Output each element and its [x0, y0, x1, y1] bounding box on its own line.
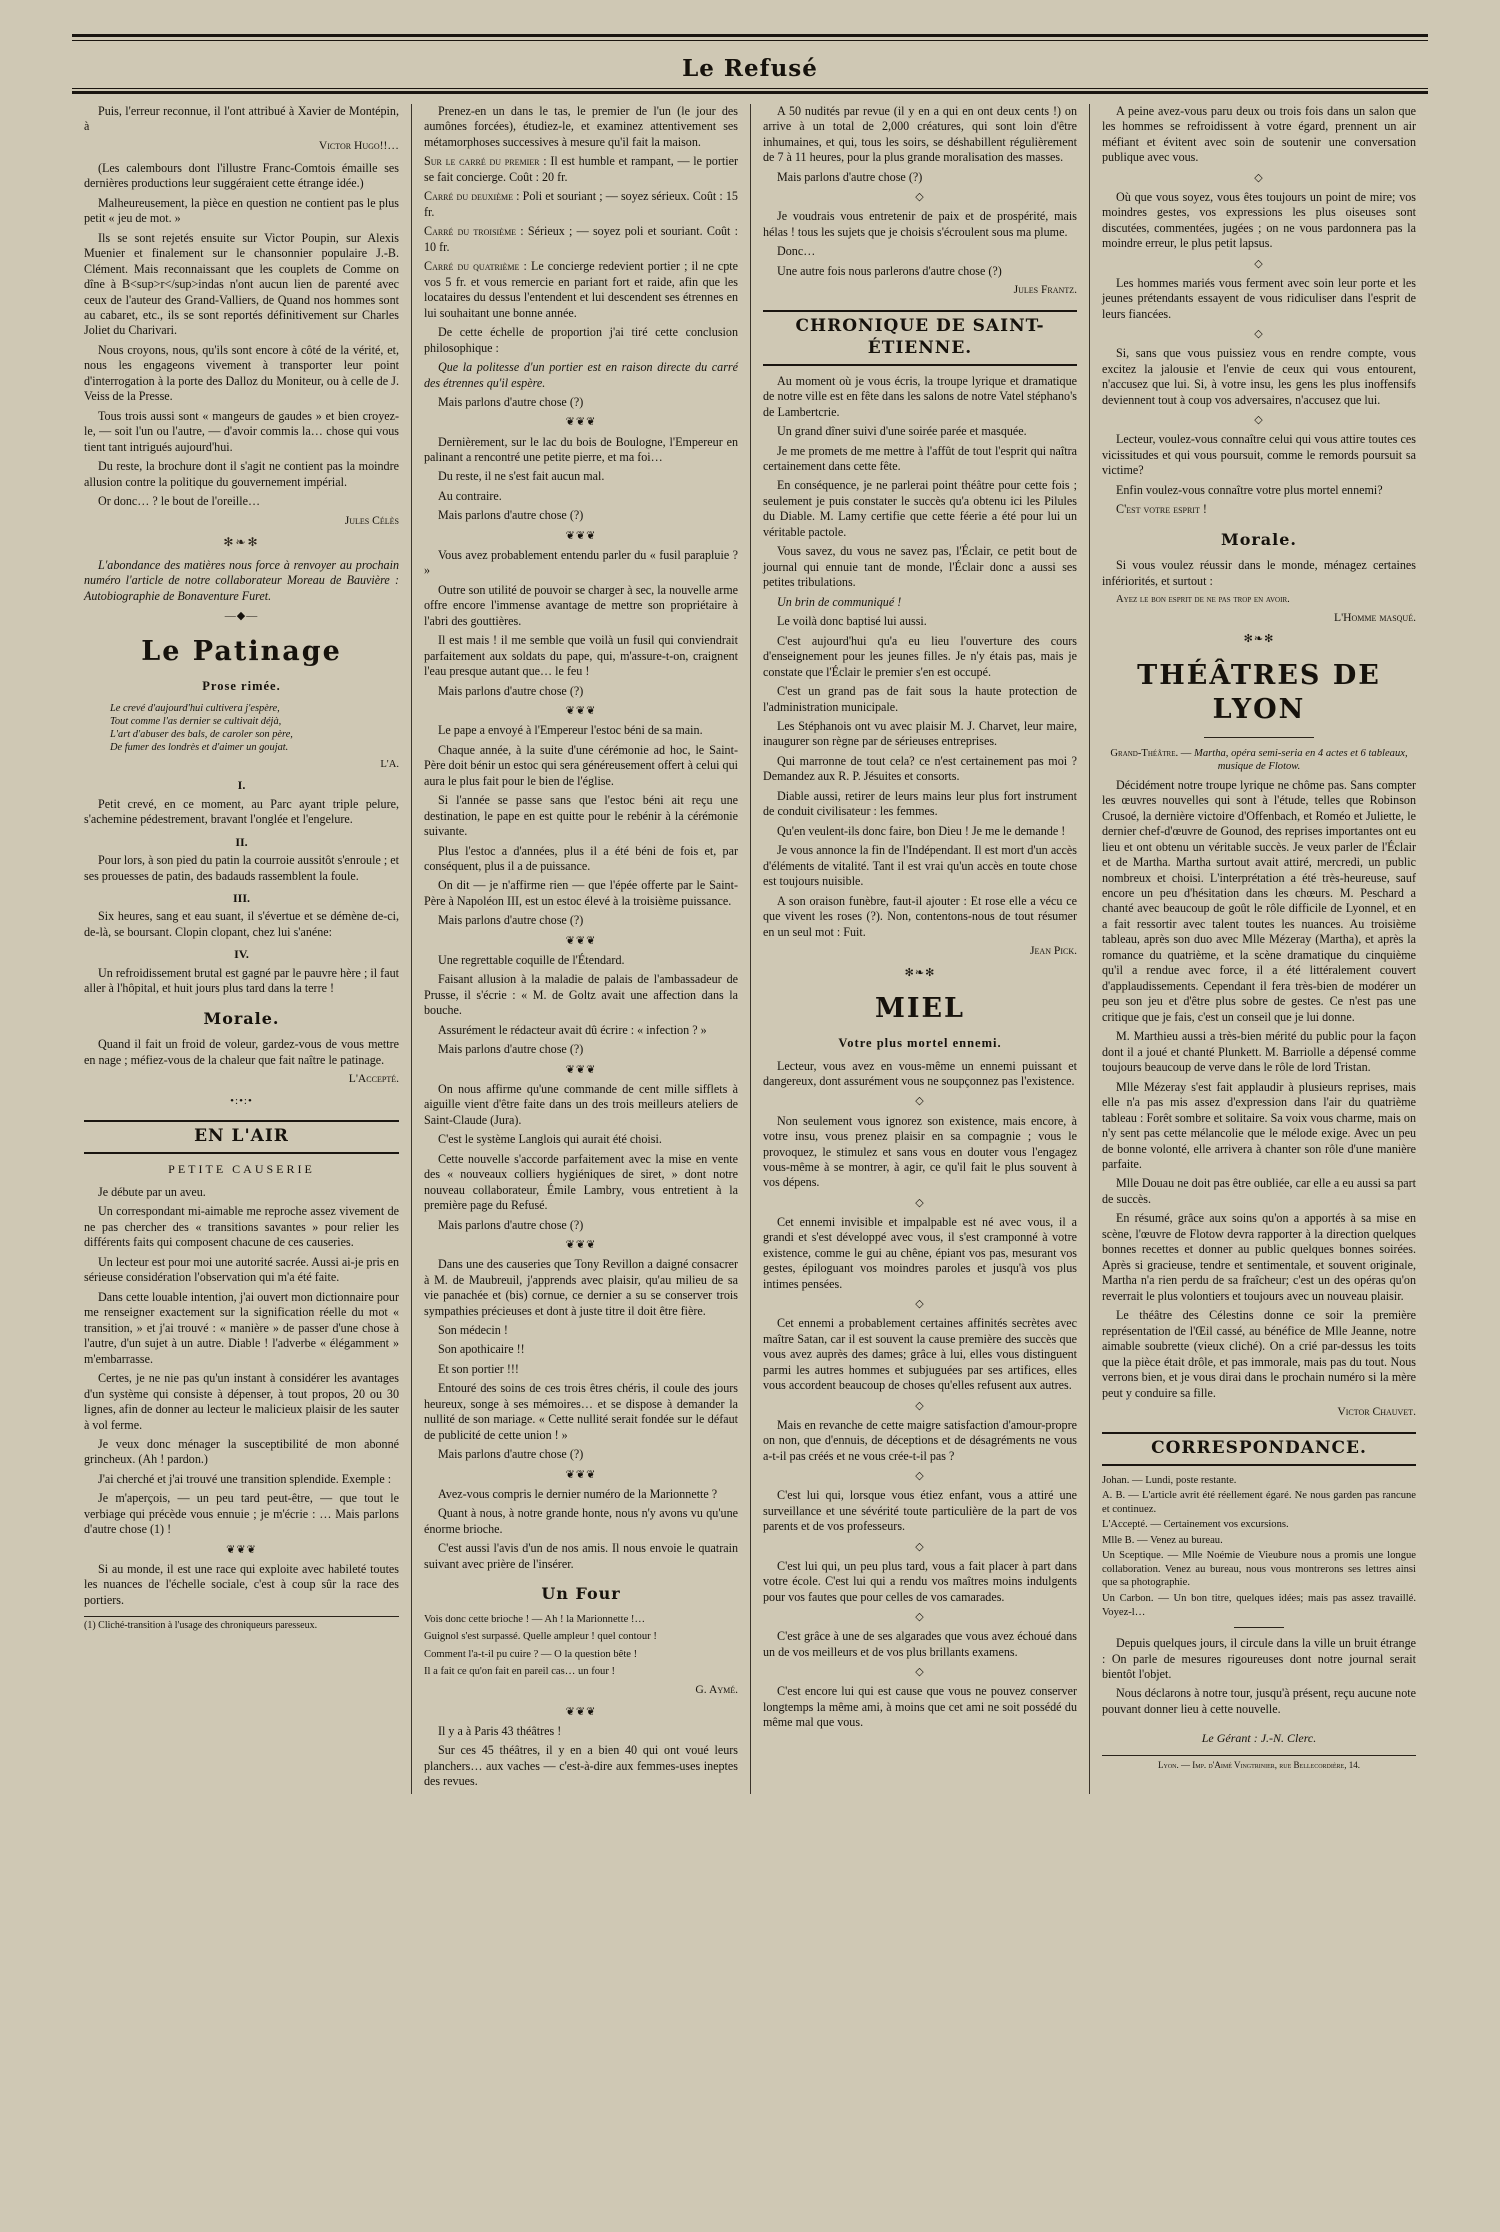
ornament-divider: ◇: [915, 1470, 925, 1483]
ornament-divider: ❦❦❦: [565, 705, 597, 718]
ornament-divider: ◇: [915, 1540, 925, 1553]
paragraph: Mais parlons d'autre chose (?): [438, 1042, 584, 1057]
paragraph: Dernièrement, sur le lac du bois de Boulogne, l'Empereur en palinant a rencontré une petite pierre, et ma foi…: [424, 434, 738, 464]
paragraph: Un refroidissement brutal est gagné par le pauvre hère ; il faut aller à l'hôpital, et huit jours plus tard dans la terre !: [84, 965, 399, 996]
paragraph: Je me promets de me mettre à l'affût de tout l'esprit qui naîtra certainement dans cette fête.: [763, 443, 1077, 473]
paragraph: Dans cette louable intention, j'ai ouvert mon dictionnaire pour me renseigner exactement sur la signification réelle du mot « transition, » et j'ai trouvé : « manière » de passer d'une chose à l'autre, d'un sujet à un autre. Diable ! l'adverbe « élégamment » m'embarrasse.: [84, 1289, 399, 1366]
ornament-divider: ❦❦❦: [565, 1239, 597, 1252]
paragraph: Je vous annonce la fin de l'Indépendant. Il est mort d'un accès d'éléments de vitalité. Tant il est vrai qu'un accès en toute chose est toujours nuisible.: [763, 843, 1077, 889]
ornament-divider: ◇: [915, 1666, 925, 1679]
ornament-divider: ❦❦❦: [565, 934, 597, 947]
ornament-divider: ◇: [1254, 257, 1264, 270]
top-rule: [72, 34, 1428, 41]
paragraph: Ils se sont rejetés ensuite sur Victor Poupin, sur Alexis Muenier et finalement sur le chansonnier populaire J.-B. Clément. Mais reconnaissant que les couplets de Comme on dîne à B<sup>r</sup>indas n'ont aucun lien de parenté avec ceux de l'auteur des Grand-Valliers, de Quand nos hommes sont au cabaret, etc., ils se sont reportés définitivement sur Charles Joliet du Charivari.: [84, 230, 399, 338]
ornament-divider: ✻❧✻: [904, 966, 936, 979]
correspondence-item: Mlle B. — Venez au bureau.: [1102, 1534, 1223, 1546]
theatre-program: Martha, opéra semi-seria en 4 actes et 6 tableaux, musique de Flotow.: [1194, 747, 1408, 773]
signature: G. Aymé.: [695, 1682, 738, 1696]
paragraph: Vous avez probablement entendu parler du « fusil parapluie ? »: [424, 547, 738, 578]
ornament-divider: ❦❦❦: [565, 1063, 597, 1076]
paragraph: Non seulement vous ignorez son existence, mais encore, à votre insu, vous prenez plaisir en sa compagnie ; vous le provoquez, le stimulez et sans vous en douter vous l'engagez vous-même à se montrer, à agir, ce qu'il fait le plus souvent à vos dépens.: [763, 1113, 1077, 1190]
paragraph: Mlle Mézeray s'est fait applaudir à plusieurs reprises, mais elle n'a pas mis assez d'expression dans l'air du quatrième tableau : Forêt sombre et solitaire. Sa voix vous charme, mais on n'y sent pas cette mélancolie que le mélode exige. Avec un peu de bonne volonté, elle arrivera à chanter son rôle d'une manière parfaite.: [1102, 1079, 1416, 1171]
ornament-divider: •:•:•: [230, 1094, 253, 1107]
paragraph: A son oraison funèbre, faut-il ajouter : Et rose elle a vécu ce que vivent les roses (?). Non, contentons-nous de tout résumer en un seul mot : Fuit.: [763, 893, 1077, 939]
section-subtitle: Votre plus mortel ennemi.: [838, 1035, 1002, 1050]
paragraph: Depuis quelques jours, il circule dans la ville un bruit étrange : On parle de mesures rigoureuses dont notre journal serait bientôt l'objet.: [1102, 1636, 1416, 1681]
ornament-divider: ❦❦❦: [565, 416, 597, 429]
section-title-unfour: Un Four: [541, 1584, 621, 1604]
paragraph: C'est votre esprit !: [1116, 502, 1207, 517]
paragraph: Mais parlons d'autre chose (?): [438, 1447, 584, 1462]
poem-line: Tout comme l'as dernier se cultivait déjà,: [110, 715, 282, 727]
signature: Jules Frantz.: [1013, 283, 1077, 297]
gerant-line: Le Gérant : J.-N. Clerc.: [1201, 1731, 1317, 1746]
editorial-note: L'abondance des matières nous force à renvoyer au prochain numéro l'article de notre collaborateur Moreau de Bauvière : Autobiographie de Bonaventure Furet.: [84, 557, 399, 603]
paragraph: Il est mais ! il me semble que voilà un fusil qui conviendrait parfaitement aux soldats du pape, qui, m'assure-t-on, craignent l'eau presque autant que… le feu !: [424, 633, 738, 679]
paragraph: En conséquence, je ne parlerai point théâtre pour cette fois ; seulement je puis constater le succès qu'a obtenu ici les Pilules du Diable. M. Lamy certifie que cette féerie a été pour lui un véritable pactole.: [763, 478, 1077, 539]
paragraph: Mais parlons d'autre chose (?): [438, 683, 584, 698]
paragraph: Pour lors, à son pied du patin la courroie aussitôt s'enroule ; et ses prouesses de patin, des badauds rassemblent la foule.: [84, 853, 399, 883]
paragraph: C'est aussi l'avis d'un de nos amis. Il nous envoie le quatrain suivant avec prière de l'insérer.: [424, 1541, 738, 1571]
paragraph: Je débute par un aveu.: [98, 1184, 206, 1199]
paper-body: [72, 34, 1428, 1804]
paragraph: A 50 nudités par revue (il y en a qui en ont deux cents !) on arrive à un total de 2,000 créatures, qui sont loin d'être inhumaines, et qui, tous les soirs, se déshabillent régulièrement de 7 à 11 heures, pour la plus grande moralisation des masses.: [763, 104, 1077, 165]
ornament-divider: ❦❦❦: [226, 1543, 257, 1556]
theatre-name: Grand-Théâtre. —: [1110, 747, 1192, 759]
paragraph: Quand il fait un froid de voleur, gardez-vous de vous mettre en nage ; méfiez-vous de la chaleur que fait naître le patinage.: [84, 1037, 399, 1067]
signature: Jules Célès: [344, 513, 399, 527]
paragraph: On dit — je n'affirme rien — que l'épée offerte par le Saint-Père à Napoléon III, est un estoc élevé à la troisième puissance.: [424, 878, 738, 908]
paragraph: Diable aussi, retirer de leurs mains leur plus fort instrument de conduit civilisateur : les femmes.: [763, 788, 1077, 819]
paragraph: Décidément notre troupe lyrique ne chôme pas. Sans compter les œuvres nouvelles qui sont à l'étude, telles que Robinson Crusoé, la dernière victoire d'Offenbach, et Roméo et Juliette, le dernier chef-d'œuvre de Gounod, des reprises importantes ont eu lieu et ont obtenu un véritable succès. Je veux parler de l'Éclair et de Martha. Martha surtout avait attiré, mercredi, un public nombreux et choisi. L'interprétation a été très-heureuse, sauf encore un peu d'hésitation dans les chœurs. M. Peschard a chanté avec beaucoup de goût le rôle difficile de Lyonnel, et en a fait ressortir avec talent toutes les nuances. Au troisième tableau, après son duo avec Mlle Mézeray (Martha), et après la romance du quatrième, et la scène dramatique du cinquième qu'il a rendue avec force, il a été littéralement couvert d'applaudissements. Cependant il fera très-bien de modérer un peu son jeu et d'être plus sobre de gestes. Ce n'est pas une critique que je fais, c'est un conseil que je lui donne.: [1102, 777, 1416, 1024]
paragraph: M. Marthieu aussi a très-bien mérité du public pour la façon dont il a joué et chanté Plunkett. M. Barriolle a dépensé comme toujours beaucoup de verve dans le rôle de lord Tristan.: [1102, 1029, 1416, 1075]
paragraph: Lecteur, vous avez en vous-même un ennemi puissant et dangereux, dont assurément vous ne soupçonnez pas l'existence.: [763, 1058, 1077, 1089]
paragraph: Mlle Douau ne doit pas être oubliée, car elle a eu aussi sa part de succès.: [1102, 1176, 1416, 1206]
stanza-number: III.: [232, 890, 250, 905]
paragraph: Cet ennemi a probablement certaines affinités secrètes avec maître Satan, car il est souvent la cause première des succès que vous avez auprès des dames; grâce à lui, elles vous distinguent parmi les autres hommes et subjuguées par ses artifices, elles vous accordent beaucoup de choses qu'elles refusent aux autres.: [763, 1316, 1077, 1393]
paragraph: Au moment où je vous écris, la troupe lyrique et dramatique de notre ville est en fête dans les salons de notre Vatel stéphano's de Lambertcrie.: [763, 373, 1077, 419]
section-title-chronique: CHRONIQUE DE SAINT-ÉTIENNE.: [763, 310, 1077, 366]
paragraph: C'est un grand pas de fait sous la haute protection de l'administration municipale.: [763, 684, 1077, 714]
correspondence-item: Un Carbon. — Un bon titre, quelques idées; mais pas assez travaillé. Voyez-l…: [1102, 1592, 1416, 1618]
column-grid: [72, 104, 1428, 1794]
poem-line: Le crevé d'aujourd'hui cultivera j'espère,: [110, 702, 280, 714]
footnote: (1) Cliché-transition à l'usage des chroniqueurs paresseux.: [84, 1616, 399, 1632]
ornament-divider: ✻❧✻: [223, 535, 260, 550]
paragraph: Son apothicaire !!: [438, 1342, 525, 1357]
paragraph: C'est le système Langlois qui aurait été choisi.: [438, 1132, 662, 1147]
ornament-divider: ❦❦❦: [565, 1705, 597, 1718]
paragraph: Son médecin !: [438, 1323, 508, 1337]
paragraph: Donc…: [777, 244, 816, 259]
poem-line: Vois donc cette brioche ! — Ah ! la Marionnette !…: [424, 1613, 646, 1625]
paragraph: Dans une des causeries que Tony Revillon a daigné consacrer à M. de Maubreuil, j'apprends avec plaisir, qu'au milieu de sa vie panachée et (bis) cornue, ce dernier a su se conserver trois sympathies précieuses et dont à juste titre il doit être fière.: [424, 1257, 738, 1318]
poem-line: L'art d'abuser des bals, de caroler son père,: [110, 728, 293, 740]
morale-heading: Morale.: [1220, 529, 1297, 549]
paragraph: Le théâtre des Célestins donne ce soir la première représentation de l'Œil cassé, au bénéfice de Mlle Jeanne, notre aimable soubrette (vieux cliché). On a crié par-dessus les toits que la pièce était drôle, et pas immorale, mais pas du tout. Nous verrons bien, et je vous dirai dans le prochain numéro si la mère peut y conduire sa fille.: [1102, 1308, 1416, 1400]
paragraph: Je voudrais vous entretenir de paix et de prospérité, mais hélas ! tous les sujets que je choisis s'écroulent sous ma plume.: [763, 209, 1077, 239]
paragraph: Nous déclarons à notre tour, jusqu'à présent, reçu aucune note pouvant donner lieu à cette nouvelle.: [1102, 1686, 1416, 1716]
section-subtitle: PETITE CAUSERIE: [168, 1161, 315, 1176]
paragraph: En résumé, grâce aux soins qu'on a apportés à sa mise en scène, l'œuvre de Flotow devra rapporter à la direction quelques bonnes recettes et donner au public quelques bonnes soirées. Après si gracieuse, tendre et sentimentale, et souvent originale, Martha n'a rien perdu de sa fraîcheur; c'est un des opéras qu'on reverrait le plus volontiers et toujours avec un nouveau plaisir.: [1102, 1211, 1416, 1303]
signature: L'Accepté.: [348, 1071, 399, 1085]
column-1: [72, 104, 411, 1794]
paragraph: Où que vous soyez, vous êtes toujours un point de mire; vos moindres gestes, vos expressions les plus oiseuses sont discutées, commentées, jugées ; on ne vous pardonnera pas la moindre erreur, le plus petit lapsus.: [1102, 189, 1416, 251]
paragraph: (Les calembours dont l'illustre Franc-Comtois émaille ses dernières productions leur suggéraient cette étrange idée.): [84, 160, 399, 191]
poem-signature: L'A.: [380, 758, 399, 770]
section-subtitle: Prose rimée.: [202, 678, 281, 693]
morale-heading: Morale.: [203, 1008, 280, 1028]
paragraph: Mais parlons d'autre chose (?): [777, 169, 923, 184]
paragraph: C'est grâce à une de ses algarades que vous avez échoué dans un de vos meilleurs et de vos plus brillants examens.: [763, 1629, 1077, 1659]
correspondence-item: A. B. — L'article avrit été réellement égaré. Ne nous garden pas rancune et continuez.: [1102, 1490, 1416, 1515]
correspondence-item: Un Sceptique. — Mlle Noémie de Vieubure nous a promis une longue collaboration. Venez au bureau, nous vous montrerons ses lettres ainsi que sa photographie.: [1102, 1550, 1416, 1589]
stanza-number: I.: [237, 778, 246, 793]
poem-line: Comment l'a-t-il pu cuire ? — O la question bête !: [424, 1648, 638, 1660]
paragraph-text: Poli et souriant ; — soyez sérieux. Coût : 15 fr.: [424, 189, 738, 219]
run-in-head: Carré du deuxième :: [424, 189, 520, 204]
run-in-head: Carré du troisième :: [424, 224, 524, 239]
paragraph: Vous savez, du vous ne savez pas, l'Éclair, ce petit bout de journal qui ennuie tant de monde, l'Éclair donc a aussi ses petites tribulations.: [763, 544, 1077, 590]
divider: [1234, 1627, 1284, 1628]
paragraph: A peine avez-vous paru deux ou trois fois dans un salon que les hommes se refroidissent à votre égard, prennent un air méfiant et évitent avec soin de soutenir une conversation publique avec vous.: [1102, 104, 1416, 165]
paragraph: De cette échelle de proportion j'ai tiré cette conclusion philosophique :: [424, 325, 738, 355]
paragraph: Chaque année, à la suite d'une cérémonie ad hoc, le Saint-Père doit bénir un estoc qui sera généreusement offert à celui qui aura le plus fait pour le bien de l'église.: [424, 742, 738, 788]
ornament-divider: ◇: [915, 191, 925, 204]
paragraph: Petit crevé, en ce moment, au Parc ayant triple pelure, s'achemine pédestrement, bravant l'onglée et l'engelure.: [84, 796, 399, 827]
paragraph: Avez-vous compris le dernier numéro de la Marionnette ?: [438, 1486, 718, 1501]
paragraph: C'est lui qui, lorsque vous étiez enfant, vous a attiré une surveillance et une sévérité toute particulière de la part de vos parents et de vos professeurs.: [763, 1488, 1077, 1534]
paragraph: Sur ces 45 théâtres, il y en a bien 40 qui ont voué leurs planchers… aux vaches — c'est-à-dire aux femmes-uses ineptes des revues.: [424, 1743, 738, 1789]
paragraph: Mais parlons d'autre chose (?): [438, 508, 584, 523]
paragraph: Qui marronne de tout cela? ce n'est certainement pas moi ? Demandez aux R. P. Jésuites et consorts.: [763, 753, 1077, 784]
section-title-enlair: EN L'AIR: [84, 1120, 399, 1154]
section-title-patinage: Le Patinage: [141, 636, 342, 668]
paragraph: Un grand dîner suivi d'une soirée parée et masquée.: [777, 424, 1027, 439]
ornament-divider: ◇: [915, 1399, 925, 1412]
paragraph: Les hommes mariés vous ferment avec soin leur porte et les jeunes prétendants essayent de vous ridiculiser dans l'esprit de leurs fiancées.: [1102, 275, 1416, 321]
poem-line: Il a fait ce qu'on fait en pareil cas… un four !: [424, 1666, 616, 1678]
paragraph: Ayez le bon esprit de ne pas trop en avoir.: [1116, 594, 1290, 606]
run-in-head: Sur le carré du premier :: [424, 154, 547, 169]
ornament-divider: —◆—: [224, 610, 259, 623]
paragraph: Mais parlons d'autre chose (?): [438, 1217, 584, 1232]
paragraph: Je veux donc ménager la susceptibilité de mon abonné grincheux. (Ah ! pardon.): [84, 1437, 399, 1467]
column-4: [1089, 104, 1428, 1794]
paragraph: Six heures, sang et eau suant, il s'évertue et se démène de-ci, de-là, se boursant. Clopin clopant, chez lui s'anéne:: [84, 909, 399, 939]
paragraph: C'est encore lui qui est cause que vous ne pouvez conserver longtemps la même ami, à moins que cet ami ne soit possédé du même mal que vous.: [763, 1684, 1077, 1730]
masthead-rule: [72, 88, 1428, 94]
paragraph: Si vous voulez réussir dans le monde, ménagez certaines infériorités, et surtout :: [1102, 558, 1416, 588]
paragraph: Outre son utilité de pouvoir se charger à sec, la nouvelle arme offre encore l'immense avantage de mettre son propriétaire à l'abri des gouttières.: [424, 582, 738, 628]
paragraph: Si au monde, il est une race qui exploite avec habileté toutes les nuances de l'échelle sociale, c'est à coup sûr la race des portiers.: [84, 1561, 399, 1607]
paragraph: Si, sans que vous puissiez vous en rendre compte, vous excitez la jalousie et l'envie de ceux qui vous entourent, n'accusez que lui. Si, à votre insu, les gens les plus inoffensifs deviennent tout à coup vos adversaires, n'accusez que lui.: [1102, 346, 1416, 407]
section-title-theatres: THÉÂTRES DE LYON: [1137, 659, 1381, 726]
ornament-divider: ◇: [915, 1611, 925, 1624]
ornament-divider: ❦❦❦: [565, 1468, 597, 1481]
paragraph: Le pape a envoyé à l'Empereur l'estoc béni de sa main.: [438, 723, 703, 738]
paragraph: Mais en revanche de cette maigre satisfaction d'amour-propre on non, que d'ennuis, de déceptions et de désagréments ne vous a-t-il pas créés et ne vous crée-t-il pas ?: [763, 1417, 1077, 1463]
paragraph: J'ai cherché et j'ai trouvé une transition splendide. Exemple :: [98, 1471, 392, 1486]
section-title-correspondance: CORRESPONDANCE.: [1102, 1432, 1416, 1466]
paragraph: Et son portier !!!: [438, 1361, 519, 1376]
paragraph: Entouré des soins de ces trois êtres chéris, il coule des jours heureux, songe à ses mémoires… et se dispose à demander la nullité de son mariage. « Cette nullité serait fondée sur le défaut de publicité de cette union ! »: [424, 1381, 738, 1442]
ornament-divider: ❦❦❦: [565, 529, 597, 542]
paragraph: Si l'année se passe sans que l'estoc béni ait reçu une destination, le pape en est quitte pour le rebénir à la cérémonie suivante.: [424, 793, 738, 839]
paragraph: On nous affirme qu'une commande de cent mille sifflets à aiguille vient d'être faite dans un des trois meilleurs ateliers de Saint-Claude (Jura).: [424, 1081, 738, 1127]
ornament-divider: ◇: [915, 1196, 925, 1209]
paragraph: Mais parlons d'autre chose (?): [438, 913, 584, 928]
imprint-line: Lyon. — Imp. d'Aimé Vingtrinier, rue Bellecordière, 14.: [1102, 1755, 1416, 1772]
paragraph: Je m'aperçois, — un peu tard peut-être, — que tout le verbiage qui précède vous ennuie ; je m'écrie : … Mais parlons d'autre chose (1) !: [84, 1491, 399, 1537]
correspondence-item: L'Accepté. — Certainement vos excursions.: [1102, 1519, 1289, 1531]
column-2: [411, 104, 750, 1794]
paragraph: Le voilà donc baptisé lui aussi.: [777, 614, 927, 629]
ornament-divider: ◇: [1254, 414, 1264, 427]
epigraph-poem: [110, 702, 399, 754]
paragraph: Lecteur, voulez-vous connaître celui qui vous attire toutes ces vicissitudes et qui vous poursuit, comme le remords poursuit sa victime?: [1102, 432, 1416, 478]
paragraph-text: Il est humble et rampant, — le portier se fait concierge. Coût : 20 fr.: [424, 154, 738, 184]
stanza-number: IV.: [234, 947, 249, 962]
paragraph: Plus l'estoc a d'années, plus il a été béni de fois et, par conséquent, plus il a de puissance.: [424, 843, 738, 873]
signature: Jean Pick.: [1030, 944, 1077, 958]
paragraph: Une regrettable coquille de l'Étendard.: [438, 952, 625, 967]
paragraph: Il y a à Paris 43 théâtres !: [438, 1723, 562, 1738]
paragraph: Assurément le rédacteur avait dû écrire : « infection ? »: [438, 1022, 707, 1037]
column-3: [750, 104, 1089, 1794]
paragraph: Que la politesse d'un portier est en raison directe du carré des étrennes qu'il espère.: [424, 360, 738, 390]
section-title-miel: MIEL: [874, 993, 966, 1024]
paragraph: Or donc… ? le bout de l'oreille…: [98, 494, 261, 509]
ornament-divider: ◇: [1254, 171, 1264, 184]
correspondence-item: Johan. — Lundi, poste restante.: [1102, 1474, 1237, 1486]
signature: Victor Chauvet.: [1337, 1405, 1416, 1419]
paragraph: Cet ennemi invisible et impalpable est né avec vous, il a grandi et s'est développé avec vous, il s'est cramponné à votre existence, comme le gui au chêne, épiant vos pas, mesurant vos gestes, épiloguant vos moindres paroles et jusqu'à vos plus intimes pensées.: [763, 1214, 1077, 1291]
run-in-head: Carré du quatrième :: [424, 259, 527, 274]
poem-line: De fumer des londrès et d'aimer un goujat.: [110, 741, 289, 753]
paragraph: Nous croyons, nous, qu'ils sont encore à côté de la vérité, et, nous les engageons vivement à transporter leur point d'interrogation à la porte des Dalloz du Moniteur, ou à celle de J. Veiss de la Presse.: [84, 342, 399, 404]
stanza-number: II.: [235, 834, 248, 849]
paragraph: Du reste, il ne s'est fait aucun mal.: [438, 469, 605, 484]
paragraph: Mais parlons d'autre chose (?): [438, 394, 584, 409]
poem-line: Guignol s'est surpassé. Quelle ampleur ! quel contour !: [424, 1631, 657, 1643]
paragraph: Prenez-en un dans le tas, le premier de l'un (le jour des aumônes forcées), étudiez-le, et examinez attentivement ses métamorphoses successives à mesure qu'il fait la maison.: [424, 104, 738, 149]
paragraph-text: Sérieux ; — soyez poli et souriant. Coût : 10 fr.: [424, 224, 739, 254]
paragraph: Les Stéphanois ont vu avec plaisir M. J. Charvet, leur maire, inaugurer son règne par de sérieuses entreprises.: [763, 719, 1077, 749]
signature: Victor Hugo!!…: [318, 138, 399, 152]
ornament-divider: ◇: [1254, 328, 1264, 341]
ornament-divider: ◇: [915, 1298, 925, 1311]
divider: [1204, 737, 1314, 738]
paragraph-text: Le concierge redevient portier ; il ne cpte vos 5 fr. et vous remercie en pariant fort et raide, afin que les locataires du dessus l'entendent et lui descendent ses étrennes en lui souhaitant une bonne année.: [424, 259, 738, 320]
ornament-divider: ◇: [915, 1095, 925, 1108]
paragraph: Tous trois aussi sont « mangeurs de gaudes » et bien croyez-le, — soit l'un ou l'autre, — d'avoir commis la… chose qui vous tient tant intrigués aujourd'hui.: [84, 408, 399, 454]
paragraph: Cette nouvelle s'accorde parfaitement avec la mise en vente des « nouveaux colliers hygiéniques de siret, » dont notre nouveau collaborateur, Émile Lambry, vous entretient à la première page du Refusé.: [424, 1151, 738, 1213]
paragraph: Faisant allusion à la maladie de palais de l'ambassadeur de Prusse, il s'écrie : « M. de Goltz avait une affection dans la bouche.: [424, 972, 738, 1018]
paragraph: Malheureusement, la pièce en question ne contient pas le plus petit « jeu de mot. »: [84, 195, 399, 226]
paragraph: C'est lui qui, un peu plus tard, vous a fait placer à part dans votre école. C'est lui qui a rendu vos maîtres moins indulgents pour vos fautes que pour celles de vos camarades.: [763, 1558, 1077, 1604]
paragraph: Une autre fois nous parlerons d'autre chose (?): [777, 263, 1002, 278]
masthead-title: Le Refusé: [682, 55, 818, 82]
paragraph: Qu'en veulent-ils donc faire, bon Dieu ! Je me le demande !: [777, 823, 1066, 838]
paragraph: Quant à nous, à notre grande honte, nous n'y avons vu qu'une énorme brioche.: [424, 1506, 738, 1536]
paragraph: Du reste, la brochure dont il s'agit ne contient pas la moindre allusion contre la politique du gouvernement impérial.: [84, 459, 399, 489]
paragraph: Enfin voulez-vous connaître votre plus mortel ennemi?: [1116, 482, 1383, 497]
ornament-divider: ✻❧✻: [1243, 633, 1275, 646]
paragraph: Un lecteur est pour moi une autorité sacrée. Aussi ai-je pris en sérieuse considération l'observation qui m'a été faite.: [84, 1254, 399, 1285]
paragraph: C'est aujourd'hui qu'a eu lieu l'ouverture des cours d'enseignement pour les jeunes filles. Je n'y étais pas, mais je constate que l'Éclair le premier s'en est occupé.: [763, 633, 1077, 679]
signature: L'Homme masqué.: [1333, 610, 1416, 624]
paragraph: Certes, je ne nie pas qu'un instant à considérer les avantages d'un système qui consiste à dépenser, à tout propos, 20 ou 30 lignes, afin de donner au lecteur le malicieux plaisir de les sauter à vol ferme.: [84, 1371, 399, 1432]
paragraph: Un brin de communiqué !: [777, 594, 902, 609]
paragraph: Puis, l'erreur reconnue, il l'ont attribué à Xavier de Montépin, à: [84, 104, 399, 134]
paragraph: Un correspondant mi-aimable me reproche assez vivement de ne pas chercher des « transitions savantes » pour relier les différents faits qui composent chacune de ces causeries.: [84, 1204, 399, 1250]
paragraph: Au contraire.: [438, 488, 502, 503]
